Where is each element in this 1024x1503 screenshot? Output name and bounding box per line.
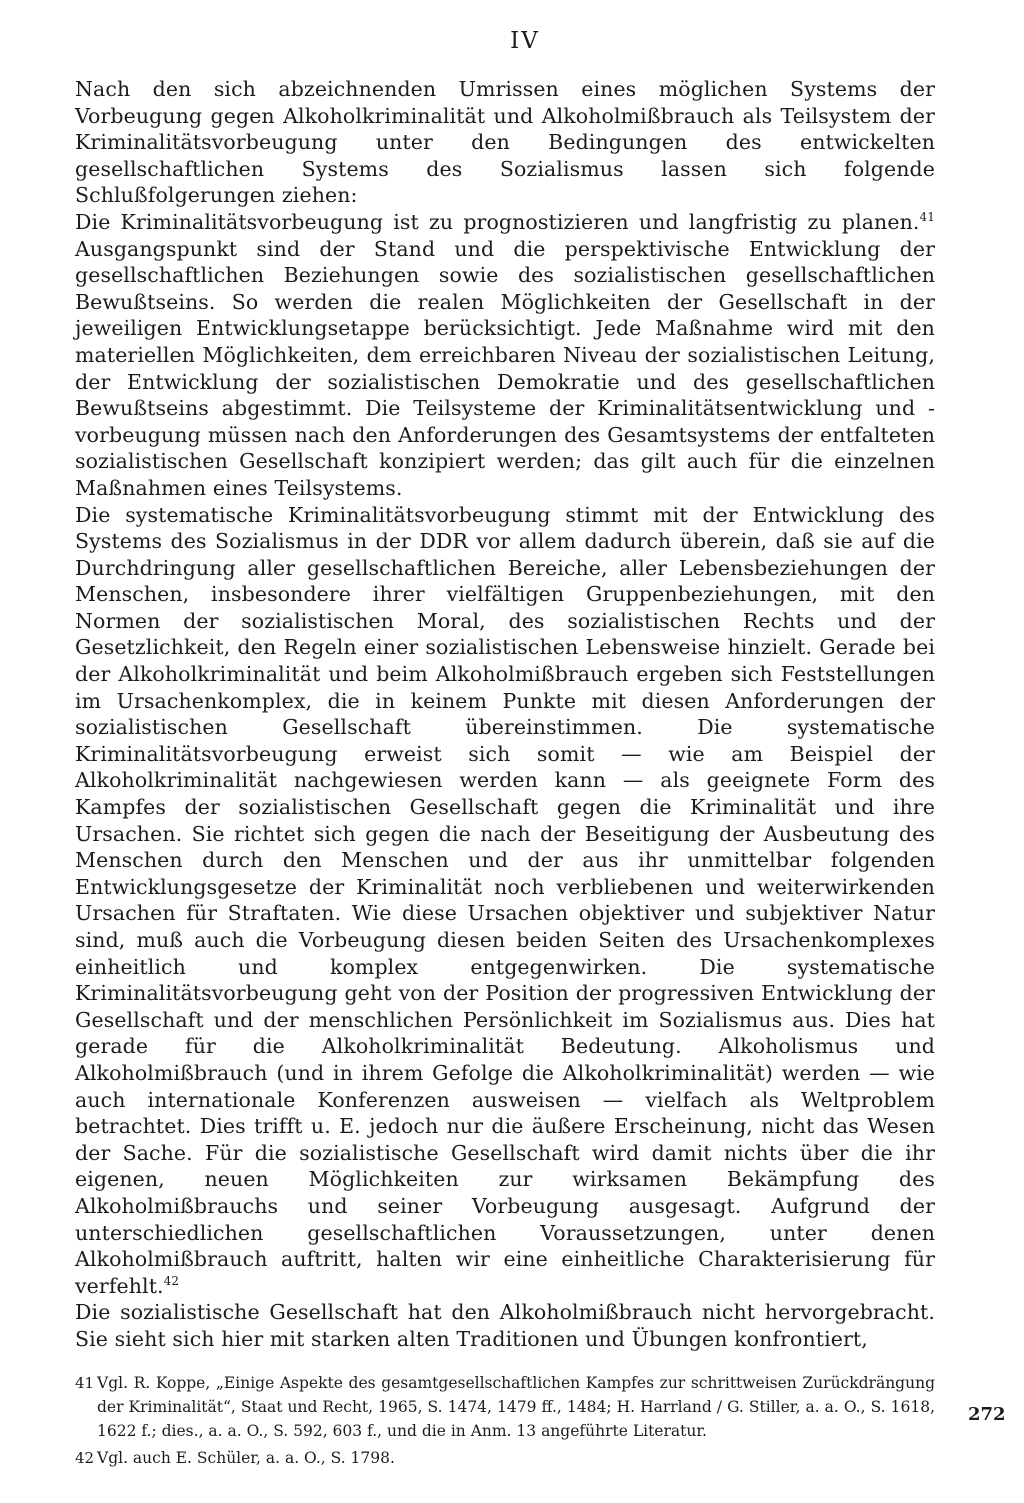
paragraph [75, 76, 935, 209]
footnote-ref: 41 [919, 209, 935, 224]
footnote [75, 1371, 935, 1443]
paragraph-text: Nach den sich abzeichnenden Umrissen eines möglichen Systems der Vorbeugung gegen Alkoholkriminalität und Alkoholmißbrauch als Teilsystem der Kriminalitätsvorbeugung unter den Bedingungen des entwickelten gesellschaftlichen Systems des Sozialismus lassen sich folgende Schlußfolgerungen ziehen: [75, 77, 935, 208]
footnote-number: 42 [75, 1448, 95, 1467]
footnote-ref: 42 [163, 1273, 180, 1288]
footnote-text: Vgl. auch E. Schüler, a. a. O., S. 1798. [97, 1448, 395, 1467]
footnote-text: Vgl. R. Koppe, „Einige Aspekte des gesamtgesellschaftlichen Kampfes zur schrittweisen Zurückdrängung der Kriminalität“, Staat und Recht, 1965, S. 1474, 1479 ff., 1484; H. Harrland / G. Stiller, a. a. O., S. 1618, 1622 f.; dies., a. a. O., S. 592, 603 f., und die in Anm. 13 angeführte Literatur. [97, 1373, 935, 1440]
page-number: 272 [968, 1404, 1006, 1425]
footnotes [75, 1371, 935, 1470]
paragraph-text: Ausgangspunkt sind der Stand und die perspektivische Entwicklung der gesellschaftlichen Beziehungen sowie des sozialistischen gesellschaftlichen Bewußtseins. So werden die realen Möglichkeiten der Gesellschaft in der jeweiligen Entwicklungsetappe berücksichtigt. Jede Maßnahme wird mit den materiellen Möglichkeiten, dem erreichbaren Niveau der sozialistischen Leitung, der Entwicklung der sozialistischen Demokratie und des gesellschaftlichen Bewußtseins abgestimmt. Die Teilsysteme der Kriminalitätsentwicklung und -vorbeugung müssen nach den Anforderungen des Gesamtsystems der entfalteten sozialistischen Gesellschaft konzipiert werden; das gilt auch für die einzelnen Maßnahmen eines Teilsystems. [75, 236, 935, 500]
section-heading: IV [510, 28, 540, 54]
paragraph-text: Die Kriminalitätsvorbeugung ist zu prognostizieren und langfristig zu planen. [75, 209, 920, 234]
page-content [75, 28, 935, 1473]
footnote [75, 1446, 935, 1470]
paragraph-text: Die sozialistische Gesellschaft hat den Alkoholmißbrauch nicht hervorgebracht. Sie sieht sich hier mit starken alten Traditionen und Übungen konfrontiert, [75, 1300, 935, 1351]
body-text [75, 76, 935, 1353]
paragraph [75, 1299, 935, 1352]
paragraph [75, 209, 935, 502]
paragraph-text: Die systematische Kriminalitätsvorbeugung stimmt mit der Entwicklung des Systems des Sozialismus in der DDR vor allem dadurch überein, daß sie auf die Durchdringung aller gesellschaftlichen Bereiche, aller Lebensbeziehungen der Menschen, insbesondere ihrer vielfältigen Gruppenbeziehungen, mit den Normen der sozialistischen Moral, des sozialistischen Rechts und der Gesetzlichkeit, den Regeln einer sozialistischen Lebensweise hinzielt. Gerade bei der Alkoholkriminalität und beim Alkoholmißbrauch ergeben sich Feststellungen im Ursachenkomplex, die in keinem Punkte mit diesen Anforderungen der sozialistischen Gesellschaft übereinstimmen. Die systematische Kriminalitätsvorbeugung erweist sich somit — wie am Beispiel der Alkoholkriminalität nachgewiesen werden kann — als geeignete Form des Kampfes der sozialistischen Gesellschaft gegen die Kriminalität und ihre Ursachen. Sie richtet sich gegen die nach der Beseitigung der Ausbeutung des Menschen durch den Menschen und der aus ihr unmittelbar folgenden Entwicklungsgesetze der Kriminalität noch verbliebenen und weiterwirkenden Ursachen für Straftaten. Wie diese Ursachen objektiver und subjektiver Natur sind, muß auch die Vorbeugung diesen beiden Seiten des Ursachenkomplexes einheitlich und komplex entgegenwirken. Die systematische Kriminalitätsvorbeugung geht von der Position der progressiven Entwicklung der Gesellschaft und der menschlichen Persönlichkeit im Sozialismus aus. Dies hat gerade für die Alkoholkriminalität Bedeutung. Alkoholismus und Alkoholmißbrauch (und in ihrem Gefolge die Alkoholkriminalität) werden — wie auch internationale Konferenzen ausweisen — vielfach als Weltproblem betrachtet. Dies trifft u. E. jedoch nur die äußere Erscheinung, nicht das Wesen der Sache. Für die sozialistische Gesellschaft wird damit nichts über die ihr eigenen, neuen Möglichkeiten zur wirksamen Bekämpfung des Alkoholmißbrauchs und seiner Vorbeugung ausgesagt. Aufgrund der unterschiedlichen gesellschaftlichen Voraussetzungen, unter denen Alkoholmißbrauch auftritt, halten wir eine einheitliche Charakterisierung für verfehlt. [75, 502, 935, 1298]
paragraph [75, 502, 935, 1300]
footnote-number: 41 [75, 1373, 95, 1392]
